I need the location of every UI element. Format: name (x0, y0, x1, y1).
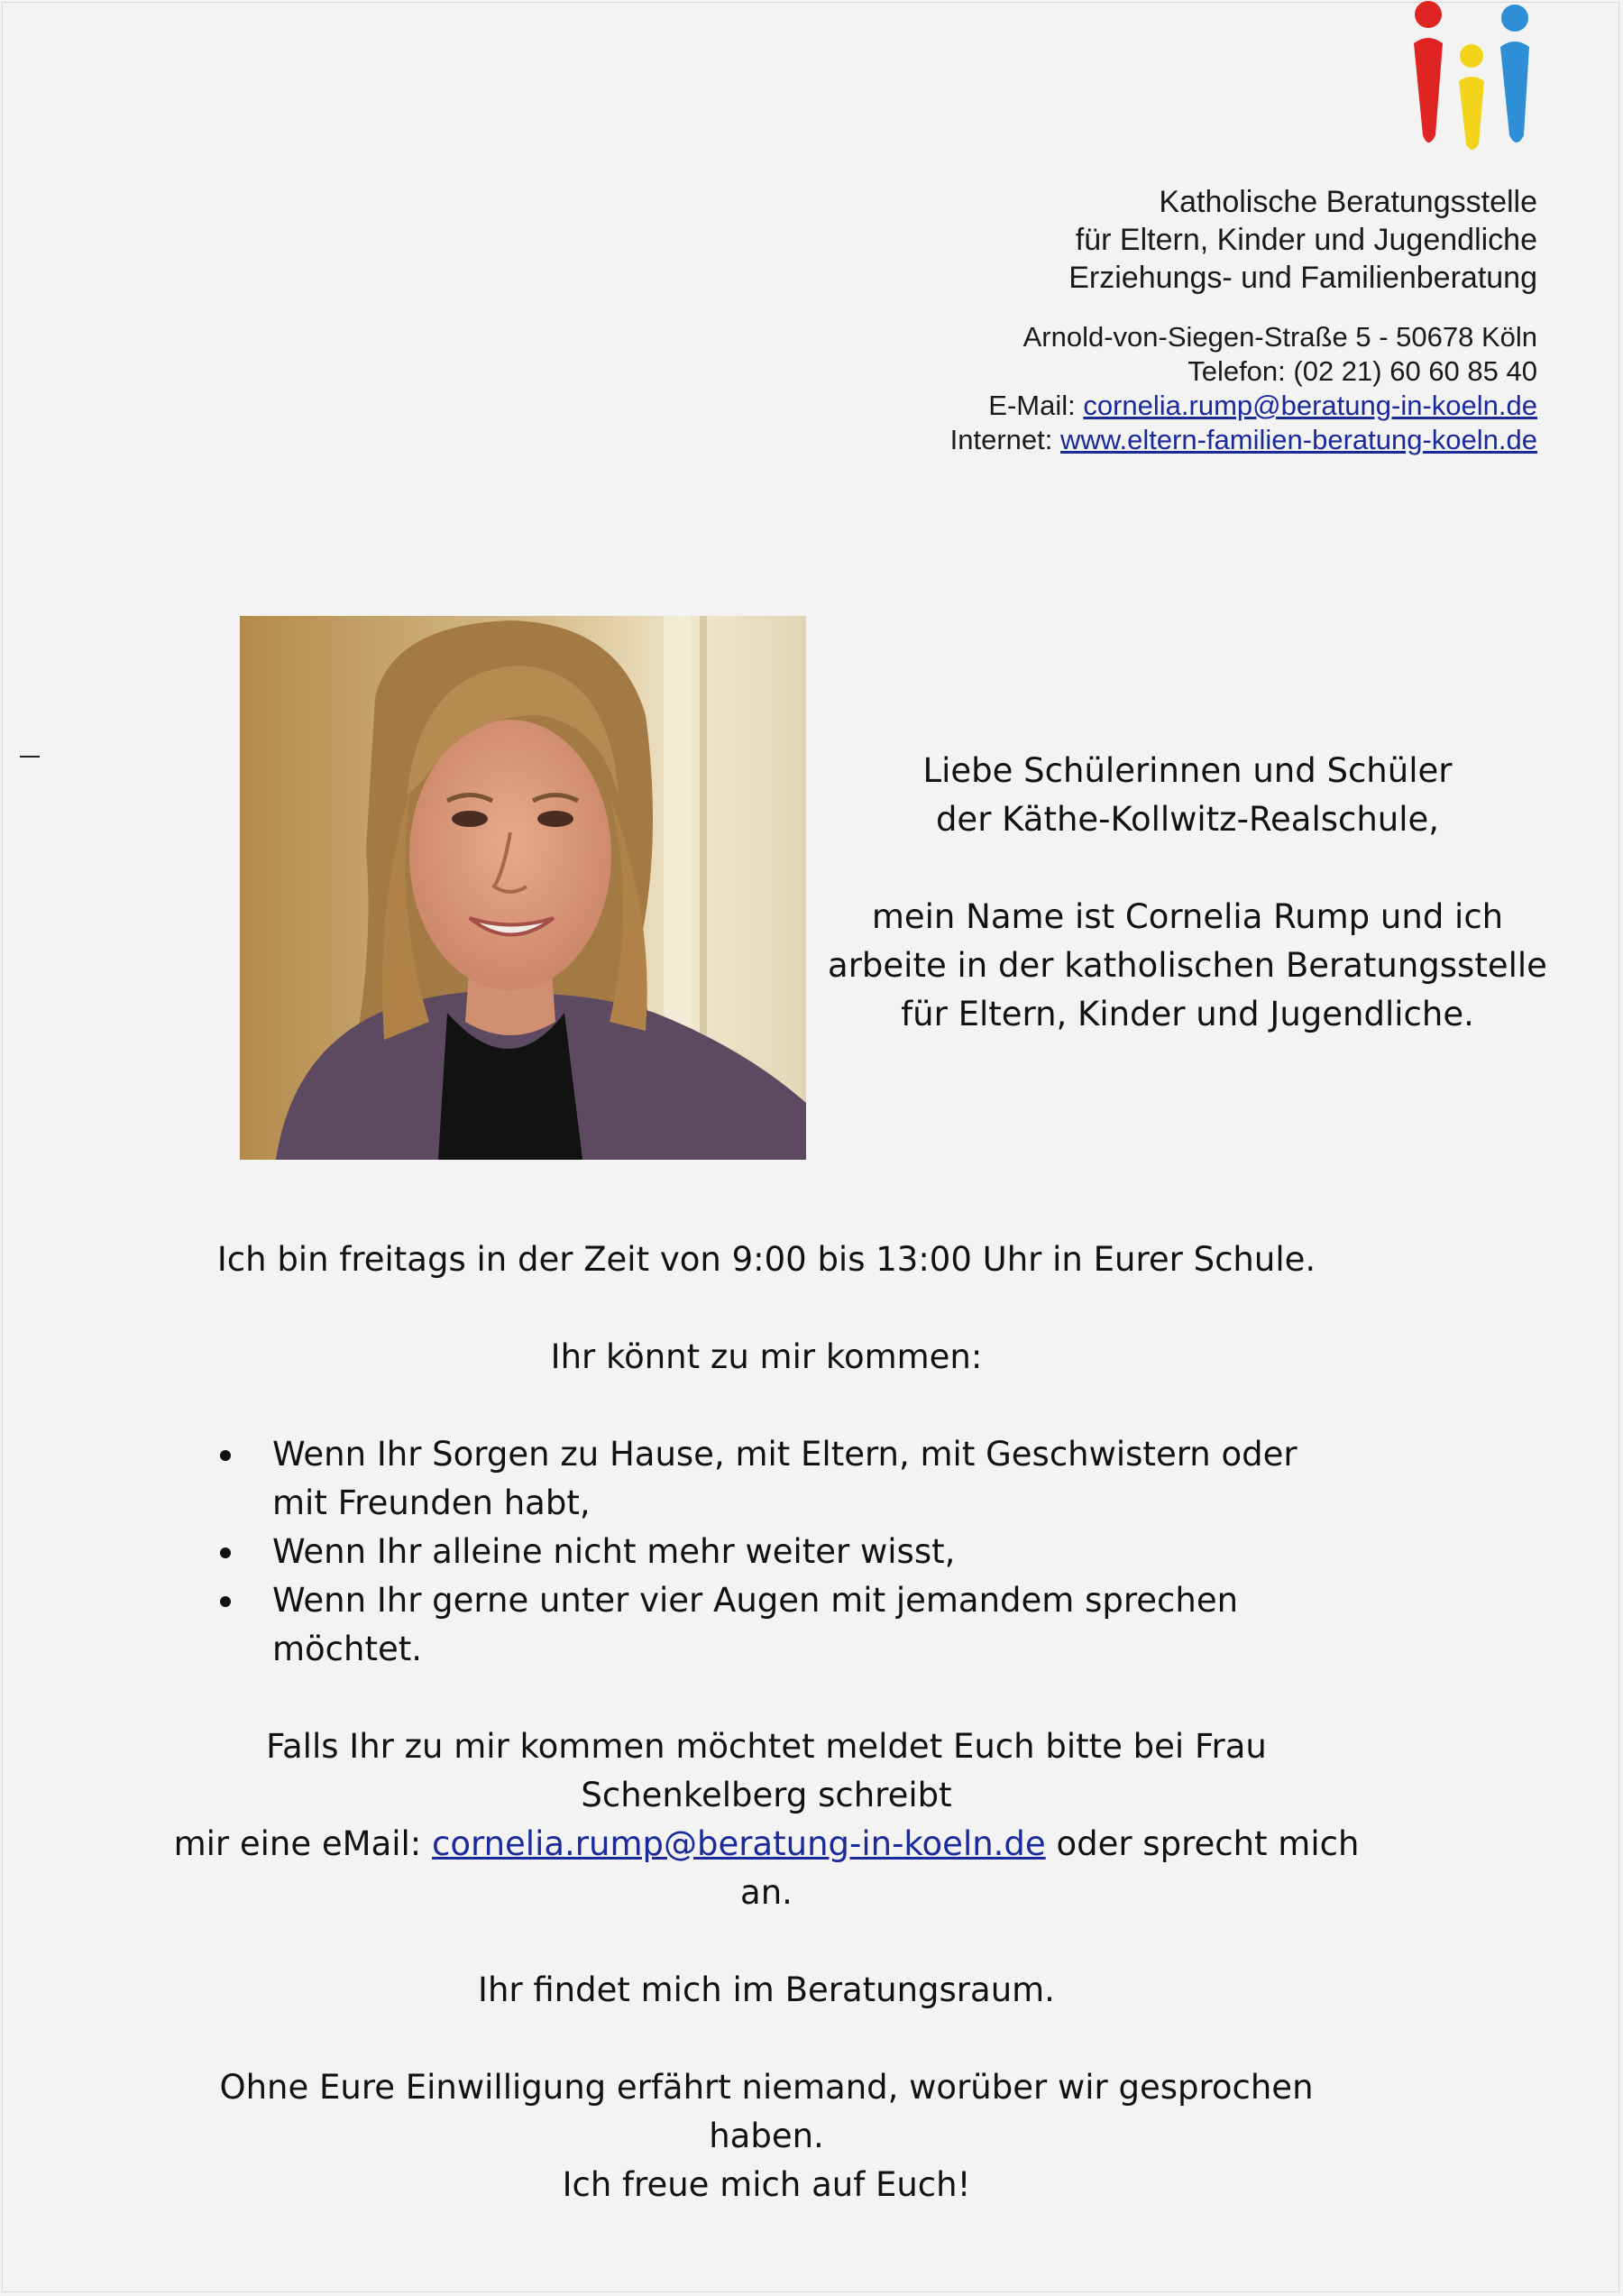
logo-figure-red (1414, 1, 1443, 142)
phone-line: Telefon: (02 21) 60 60 85 40 (1187, 355, 1537, 387)
reasons-list (171, 1430, 1362, 1674)
website-label: Internet: (949, 424, 1061, 455)
contact-block (950, 320, 1537, 457)
margin-mark (20, 756, 40, 758)
list-item-text: Wenn Ihr Sorgen zu Hause, mit Eltern, mit Geschwistern oder mit Freunden habt, (272, 1435, 1297, 1522)
org-line-1: Katholische Beratungsstelle (1159, 185, 1537, 219)
header-email-link[interactable]: cornelia.rump@beratung-in-koeln.de (1083, 390, 1537, 421)
contact-line-2 (171, 1820, 1362, 1917)
bullet-icon (220, 1548, 231, 1558)
contact-suffix: oder sprecht mich an. (740, 1824, 1360, 1912)
list-item (171, 1528, 1362, 1576)
list-item-text: Wenn Ihr alleine nicht mehr weiter wisst, (272, 1532, 956, 1571)
location-text: Ihr findet mich im Beratungsraum. (478, 1970, 1055, 2009)
schedule-text: Ich bin freitags in der Zeit von 9:00 bis 13:00 Uhr in Eurer Schule. (216, 1240, 1316, 1279)
website-line (950, 423, 1537, 457)
website-link[interactable]: www.eltern-familien-beratung-koeln.de (1060, 424, 1537, 455)
greeting-line-1: Liebe Schülerinnen und Schüler (922, 751, 1453, 790)
organization-logo (1396, 0, 1540, 155)
contact-line-1: Falls Ihr zu mir kommen möchtet meldet Euch bitte bei Frau Schenkelberg schreibt (266, 1727, 1267, 1814)
bullet-icon (220, 1450, 231, 1461)
greeting-line-4: arbeite in der katholischen Beratungsstelle (828, 946, 1547, 985)
list-item (171, 1430, 1362, 1528)
org-line-2: für Eltern, Kinder und Jugendliche (1075, 223, 1537, 257)
privacy-text: Ohne Eure Einwilligung erfährt niemand, worüber wir gesprochen haben. (219, 2068, 1314, 2155)
email-line (950, 389, 1537, 423)
email-label: E-Mail: (988, 390, 1084, 421)
greeting-line-5: für Eltern, Kinder und Jugendliche. (901, 995, 1474, 1033)
address-line: Arnold-von-Siegen-Straße 5 - 50678 Köln (1022, 321, 1537, 353)
letter-body (171, 1235, 1362, 2209)
body-email-link[interactable]: cornelia.rump@beratung-in-koeln.de (432, 1824, 1046, 1863)
organization-name (1068, 183, 1537, 297)
greeting-line-3: mein Name ist Cornelia Rump und ich (871, 897, 1504, 936)
list-item (171, 1576, 1362, 1674)
greeting-block (822, 747, 1553, 1039)
greeting-line-2: der Käthe-Kollwitz-Realschule, (935, 800, 1440, 839)
logo-figure-yellow (1459, 44, 1484, 150)
contact-prefix: mir eine eMail: (173, 1824, 433, 1863)
bullet-icon (220, 1596, 231, 1607)
intro-text: Ihr könnt zu mir kommen: (550, 1337, 983, 1376)
list-item-text: Wenn Ihr gerne unter vier Augen mit jemandem sprechen möchtet. (272, 1581, 1239, 1668)
portrait-photo (240, 616, 806, 1160)
org-line-3: Erziehungs- und Familienberatung (1068, 261, 1537, 295)
logo-figure-blue (1500, 5, 1529, 142)
closing-text: Ich freue mich auf Euch! (562, 2165, 971, 2204)
